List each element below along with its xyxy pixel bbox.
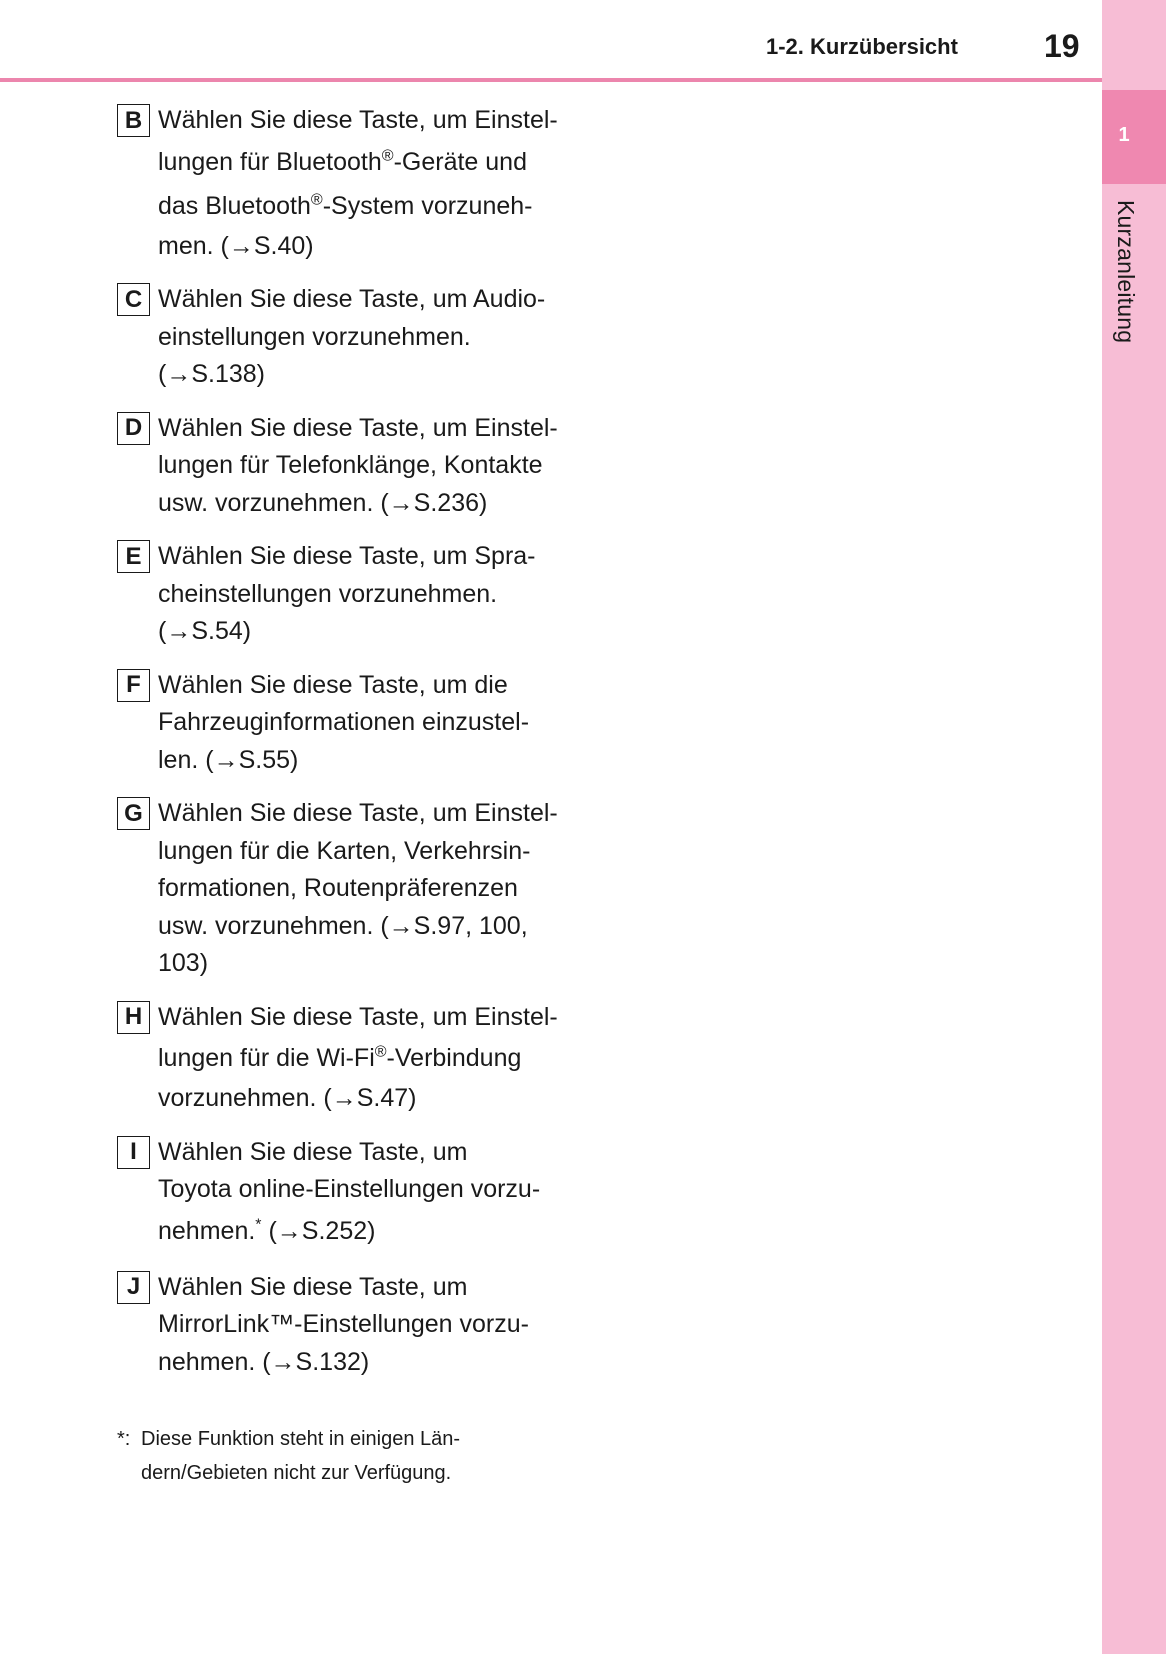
key-label-f: F [117,669,150,702]
footnote-line: Diese Funktion steht in einigen Län- [141,1428,461,1450]
description-line: lungen für die Wi-Fi®-Verbindung [158,1043,522,1072]
description-line: das Bluetooth®-System vorzuneh- [158,191,533,220]
description-line: (→S.54) [158,617,252,645]
description-line: MirrorLink™-Einstellungen vorzu- [158,1310,529,1338]
list-item [117,1134,577,1253]
description-line: usw. vorzunehmen. (→S.236) [158,488,488,517]
description-line: Wählen Sie diese Taste, um Einstel- [158,1002,558,1031]
item-description [158,102,558,265]
list-item [117,410,577,523]
item-description [158,1134,540,1253]
chapter-title: Kurzanleitung [1113,200,1139,344]
description-line: (→S.138) [158,360,265,388]
description-line: nehmen.* (→S.252) [158,1216,376,1245]
list-item [117,795,577,983]
section-title: 1-2. Kurzübersicht [766,34,958,59]
key-label-j: J [117,1271,150,1304]
description-line: lungen für Bluetooth®-Geräte und [158,147,527,176]
page-number: 19 [1044,28,1080,64]
description-line: formationen, Routenpräferenzen [158,874,518,902]
item-description [158,999,558,1118]
description-line: einstellungen vorzunehmen. [158,322,471,351]
list-item [117,667,577,780]
key-label-h: H [117,1001,150,1034]
description-line: Wählen Sie diese Taste, um Einstel- [158,413,558,442]
list-item [117,281,577,394]
description-line: lungen für Telefonklänge, Kontakte [158,451,543,479]
list-item [117,538,577,651]
key-label-c: C [117,283,150,316]
item-description [158,538,536,651]
description-line: lungen für die Karten, Verkehrsin- [158,836,531,865]
description-line: Wählen Sie diese Taste, um [158,1137,468,1166]
description-line: Wählen Sie diese Taste, um Einstel- [158,106,558,134]
description-line: usw. vorzunehmen. (→S.97, 100, [158,911,528,940]
key-label-b: B [117,104,150,137]
description-line: vorzunehmen. (→S.47) [158,1084,417,1112]
chapter-number: 1 [1118,124,1130,146]
footnote-text [141,1422,577,1490]
description-line: Toyota online-Einstellungen vorzu- [158,1175,541,1203]
item-description [158,410,558,523]
list-item [117,999,577,1118]
description-line: 103) [158,949,209,977]
item-description [158,281,545,394]
key-label-e: E [117,540,150,573]
description-line: men. (→S.40) [158,231,314,260]
description-line: cheinstellungen vorzunehmen. [158,579,498,608]
footnote [117,1422,577,1490]
key-label-g: G [117,797,150,830]
key-label-d: D [117,412,150,445]
list-item [117,102,577,265]
key-label-i: I [117,1136,150,1169]
list-item [117,1269,577,1382]
description-line: Wählen Sie diese Taste, um Einstel- [158,799,558,827]
item-list [117,102,577,1381]
header-rule [0,78,1102,82]
item-description [158,795,558,983]
description-line: Wählen Sie diese Taste, um Audio- [158,285,546,313]
description-line: Wählen Sie diese Taste, um die [158,670,508,699]
description-line: Wählen Sie diese Taste, um [158,1272,468,1301]
footnote-line: dern/Gebieten nicht zur Verfügung. [141,1462,452,1484]
description-line: Wählen Sie diese Taste, um Spra- [158,542,536,570]
description-line: len. (→S.55) [158,745,299,774]
item-description [158,667,529,780]
description-line: nehmen. (→S.132) [158,1347,370,1376]
description-line: Fahrzeuginformationen einzustel- [158,708,530,736]
footnote-mark: *: [117,1428,131,1450]
item-description [158,1269,529,1382]
